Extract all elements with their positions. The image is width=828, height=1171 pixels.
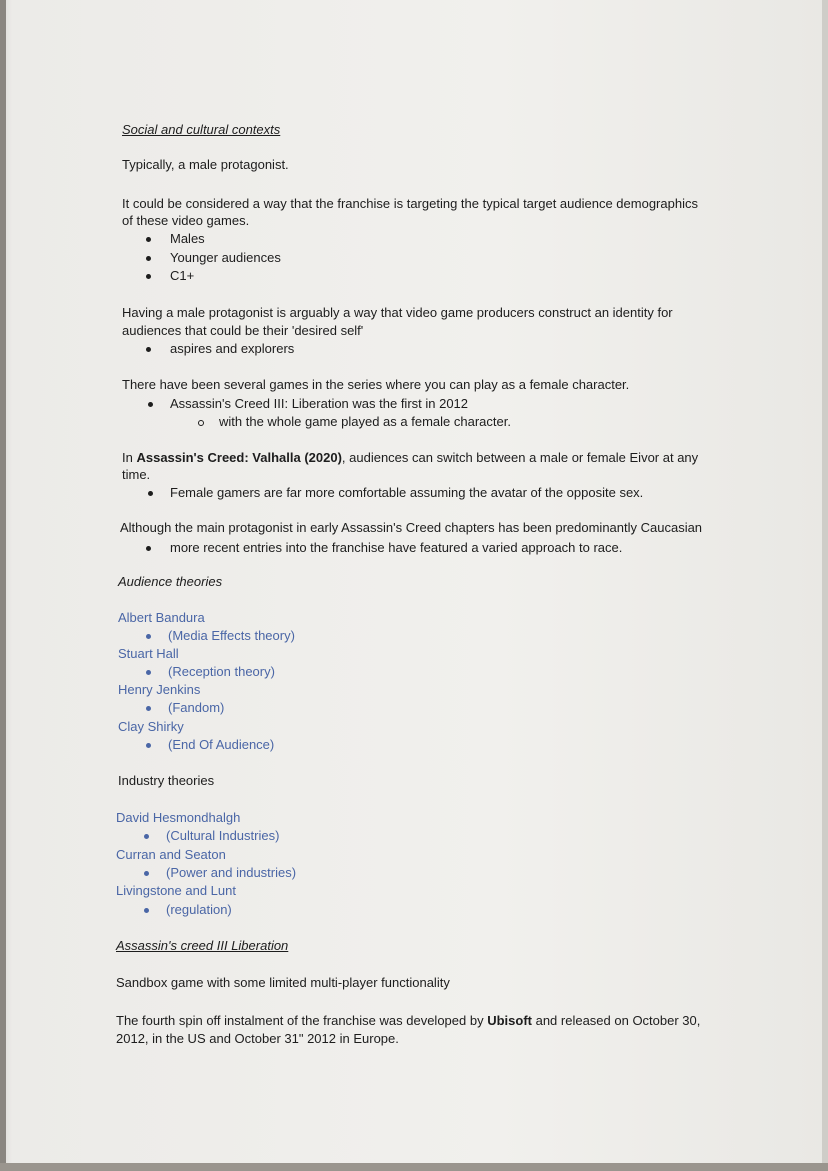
list-item: with the whole game played as a female character. <box>219 414 511 429</box>
paragraph: It could be considered a way that the franchise is targeting the typical target audience demographics <box>122 196 698 211</box>
list-item: Female gamers are far more comfortable assuming the avatar of the opposite sex. <box>170 485 644 500</box>
theorist-name: Albert Bandura <box>118 610 205 625</box>
theorist-name: Livingstone and Lunt <box>116 883 236 898</box>
bullet-icon <box>144 871 149 876</box>
list-item: Assassin's Creed III: Liberation was the first in 2012 <box>170 396 469 411</box>
theory-note: (Media Effects theory) <box>168 628 295 643</box>
bullet-icon <box>146 634 151 639</box>
section-heading: Industry theories <box>118 773 215 788</box>
theorist-name: Curran and Seaton <box>116 847 226 862</box>
section-heading: Social and cultural contexts <box>122 122 281 137</box>
theory-note: (End Of Audience) <box>168 737 275 752</box>
paragraph: There have been several games in the series where you can play as a female character. <box>122 377 630 392</box>
bullet-icon <box>146 256 151 261</box>
list-item: aspires and explorers <box>170 341 295 356</box>
theorist-name: Stuart Hall <box>118 646 179 661</box>
sub-bullet-icon <box>198 420 204 426</box>
paragraph: audiences that could be their 'desired self' <box>122 323 364 338</box>
bullet-icon <box>146 706 151 711</box>
bullet-icon <box>144 908 149 913</box>
list-item: more recent entries into the franchise have featured a varied approach to race. <box>170 540 623 555</box>
paragraph: 2012, in the US and October 31" 2012 in Europe. <box>116 1031 399 1046</box>
bullet-icon <box>144 834 149 839</box>
bold-text: Ubisoft <box>487 1013 532 1028</box>
paragraph <box>122 449 698 467</box>
theorist-name: David Hesmondhalgh <box>116 810 241 825</box>
text: The fourth spin off instalment of the franchise was developed by <box>116 1013 488 1028</box>
paragraph: Although the main protagonist in early Assassin's Creed chapters has been predominantly Caucasian <box>120 520 703 535</box>
section-heading: Audience theories <box>118 574 223 589</box>
paragraph: time. <box>122 467 151 482</box>
bold-text: Assassin's Creed: Valhalla (2020) <box>136 450 342 465</box>
page-edge-shadow <box>0 0 6 1171</box>
list-item: C1+ <box>170 268 195 283</box>
theory-note: (regulation) <box>166 902 232 917</box>
bullet-icon <box>146 347 151 352</box>
bullet-icon <box>146 237 151 242</box>
bullet-icon <box>148 402 153 407</box>
bullet-icon <box>146 743 151 748</box>
theorist-name: Henry Jenkins <box>118 682 201 697</box>
theorist-name: Clay Shirky <box>118 719 184 734</box>
theory-note: (Reception theory) <box>168 664 275 679</box>
page-right-edge <box>822 0 828 1171</box>
text: , audiences can switch between a male or female Eivor at any <box>341 450 699 465</box>
page-bottom-edge <box>0 1163 828 1171</box>
bullet-icon <box>148 491 153 496</box>
paragraph: Typically, a male protagonist. <box>122 157 289 172</box>
theory-note: (Cultural Industries) <box>166 828 280 843</box>
bullet-icon <box>146 670 151 675</box>
list-item: Males <box>170 231 205 246</box>
section-heading: Assassin's creed III Liberation <box>116 938 289 953</box>
bullet-icon <box>146 546 151 551</box>
list-item: Younger audiences <box>170 250 281 265</box>
bullet-icon <box>146 274 151 279</box>
text: In <box>122 450 137 465</box>
theory-note: (Fandom) <box>168 700 225 715</box>
paragraph: Sandbox game with some limited multi-player functionality <box>116 975 450 990</box>
text: and released on October 30, <box>531 1013 701 1028</box>
paragraph <box>116 1012 700 1030</box>
paragraph: of these video games. <box>122 213 250 228</box>
paragraph: Having a male protagonist is arguably a way that video game producers construct an identity for <box>122 305 673 320</box>
theory-note: (Power and industries) <box>166 865 297 880</box>
